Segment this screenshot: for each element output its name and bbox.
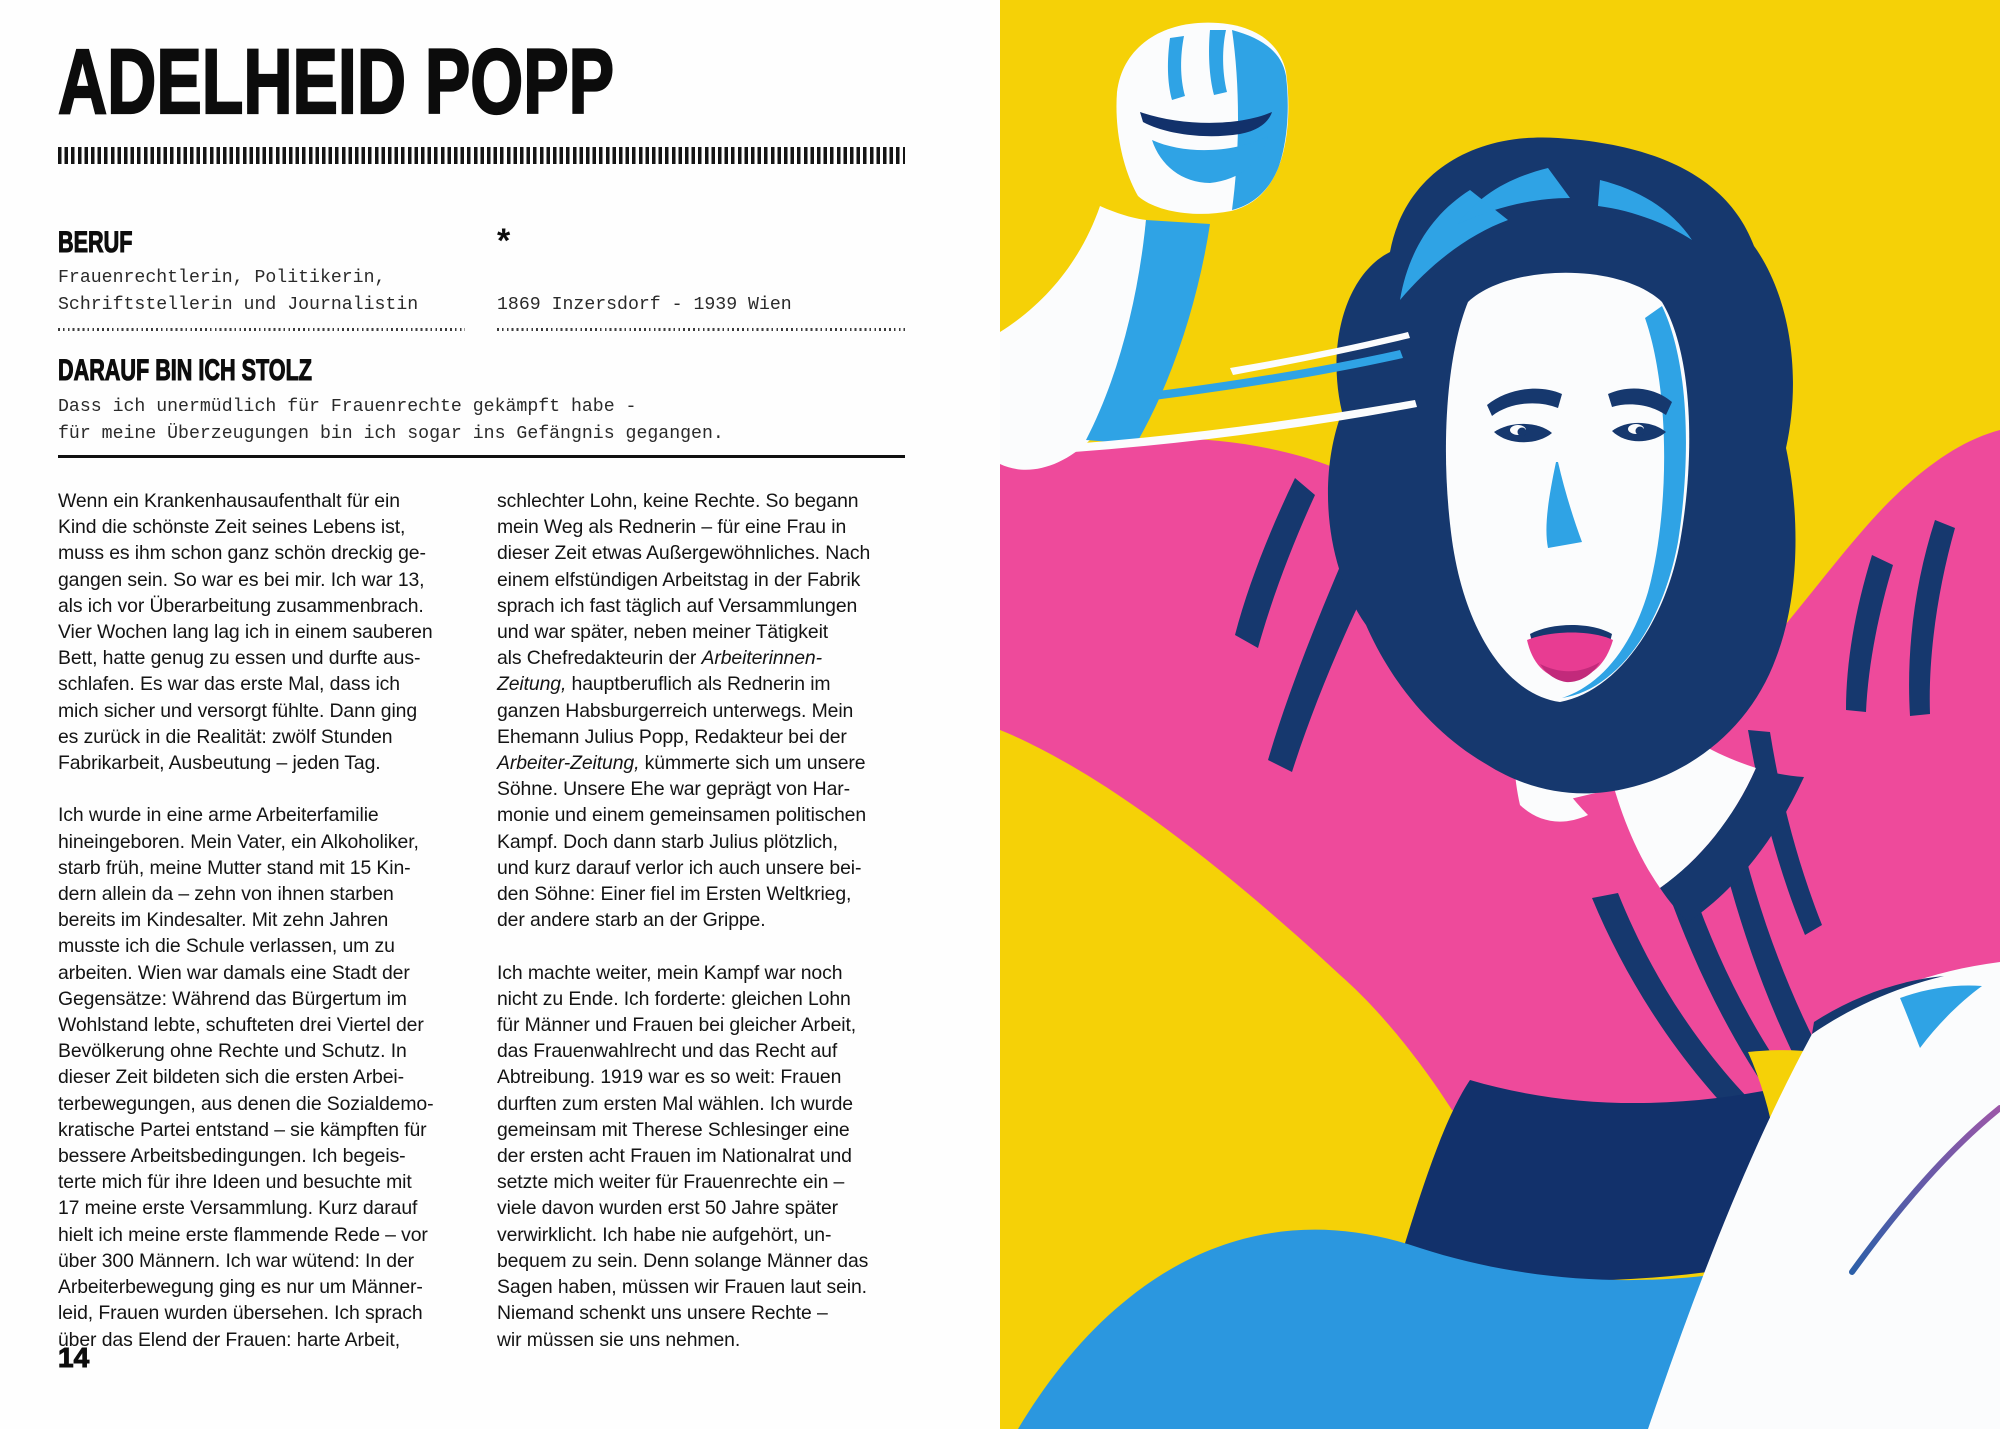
asterisk-born-icon: * [497, 222, 511, 260]
left-pupil [1518, 428, 1527, 437]
page-number: 14 [58, 1342, 90, 1373]
raised-fist-poster [1000, 0, 2000, 1429]
raised-fist [1116, 23, 1288, 214]
body-column-1: Wenn ein Krankenhausaufenthalt für ein Kind die schönste Zeit seines Lebens ist, muss es ihm schon ganz schön dreckig ge- gangen sein. So war es bei mir. Ich war 13, als ich vor Überarbeitung zusammenbrach. Vier Wochen lang lag ich in einem sauberen Bett, hatte genug zu essen und durfte aus- schlafen. Es war das erste Mal, dass ich mich sicher und versorgt fühlte. Dann ging es zurück in die Realität: zwölf Stunden Fabrikarbeit, Ausbeutung – jeden Tag. Ich wurde in eine arme Arbeiterfamilie hineingeboren. Mein Vater, ein Alkoholiker, starb früh, meine Mutter stand mit 15 Kin- dern allein da – zehn von ihnen starben bereits im Kindesalter. Mit zehn Jahren musste ich die Schule verlassen, um zu arbeiten. Wien war damals eine Stadt der Gegensätze: Während das Bürgertum im Wohlstand lebte, schufteten drei Viertel der Bevölkerung ohne Rechte und Schutz. In dieser Zeit bildeten sich die ersten Arbei- terbewegungen, aus denen die Sozialdemo- kratische Partei entstand – sie kämpften für bessere Arbeitsbedingungen. Ich begeis- terte mich für ihre Ideen und besuchte mit 17 meine erste Versammlung. Kurz darauf hielt ich meine erste flammende Rede – vor über 300 Männern. Ich war wütend: In der Arbeiterbewegung ging es nur um Männer- leid, Frauen wurden übersehen. Ich sprach über das Elend der Frauen: harte Arbeit, [58, 490, 434, 1351]
stolz-value: Dass ich unermüdlich für Frauenrechte gekämpft habe - für meine Überzeugungen bin ich sogar ins Gefängnis gegangen. [58, 397, 724, 444]
beruf-value: Frauenrechtlerin, Politikerin, Schriftstellerin und Journalistin [58, 268, 419, 315]
page-title [58, 31, 809, 133]
stolz-heading: DARAUF BIN ICH STOLZ [58, 354, 312, 387]
page-title-text: ADELHEID POPP [58, 31, 615, 133]
stolz-divider [58, 455, 905, 458]
beruf-divider [58, 328, 465, 331]
dates-value: 1869 Inzersdorf - 1939 Wien [497, 295, 792, 315]
portrait-illustration [1000, 0, 2000, 1429]
dates-divider [497, 328, 905, 331]
right-pupil [1636, 427, 1645, 436]
body-column-2: schlechter Lohn, keine Rechte. So begann mein Weg als Rednerin – für eine Frau in dieser Zeit etwas Außergewöhnliches. Nach einem elfstündigen Arbeitstag in der Fabrik sprach ich fast täglich auf Versammlungen und war später, neben meiner Tätigkeit als Chefredakteurin der Arbeiterinnen- Zeitung, hauptberuflich als Rednerin im ganzen Habsburgerreich unterwegs. Mein Ehemann Julius Popp, Redakteur bei der Arbeiter-Zeitung, kümmerte sich um unsere Söhne. Unsere Ehe war geprägt von Har- monie und einem gemeinsamen politischen Kampf. Doch dann starb Julius plötzlich, und kurz darauf verlor ich auch unsere bei- den Söhne: Einer fiel im Ersten Weltkrieg, der andere starb an der Grippe. Ich machte weiter, mein Kampf war noch nicht zu Ende. Ich forderte: gleichen Lohn für Männer und Frauen bei gleicher Arbeit, das Frauenwahlrecht und das Recht auf Abtreibung. 1919 war es so weit: Frauen durften zum ersten Mal wählen. Ich wurde gemeinsam mit Therese Schlesinger eine der ersten acht Frauen im Nationalrat und setzte mich weiter für Frauenrechte ein – viele davon wurden erst 50 Jahre später verwirklicht. Ich habe nie aufgehört, un- bequem zu sein. Denn solange Männer das Sagen haben, müssen wir Frauen laut sein. Niemand schenkt uns unsere Rechte – wir müssen sie uns nehmen. [497, 490, 871, 1351]
title-divider-barcode [58, 147, 905, 164]
beruf-heading: BERUF [58, 226, 133, 259]
